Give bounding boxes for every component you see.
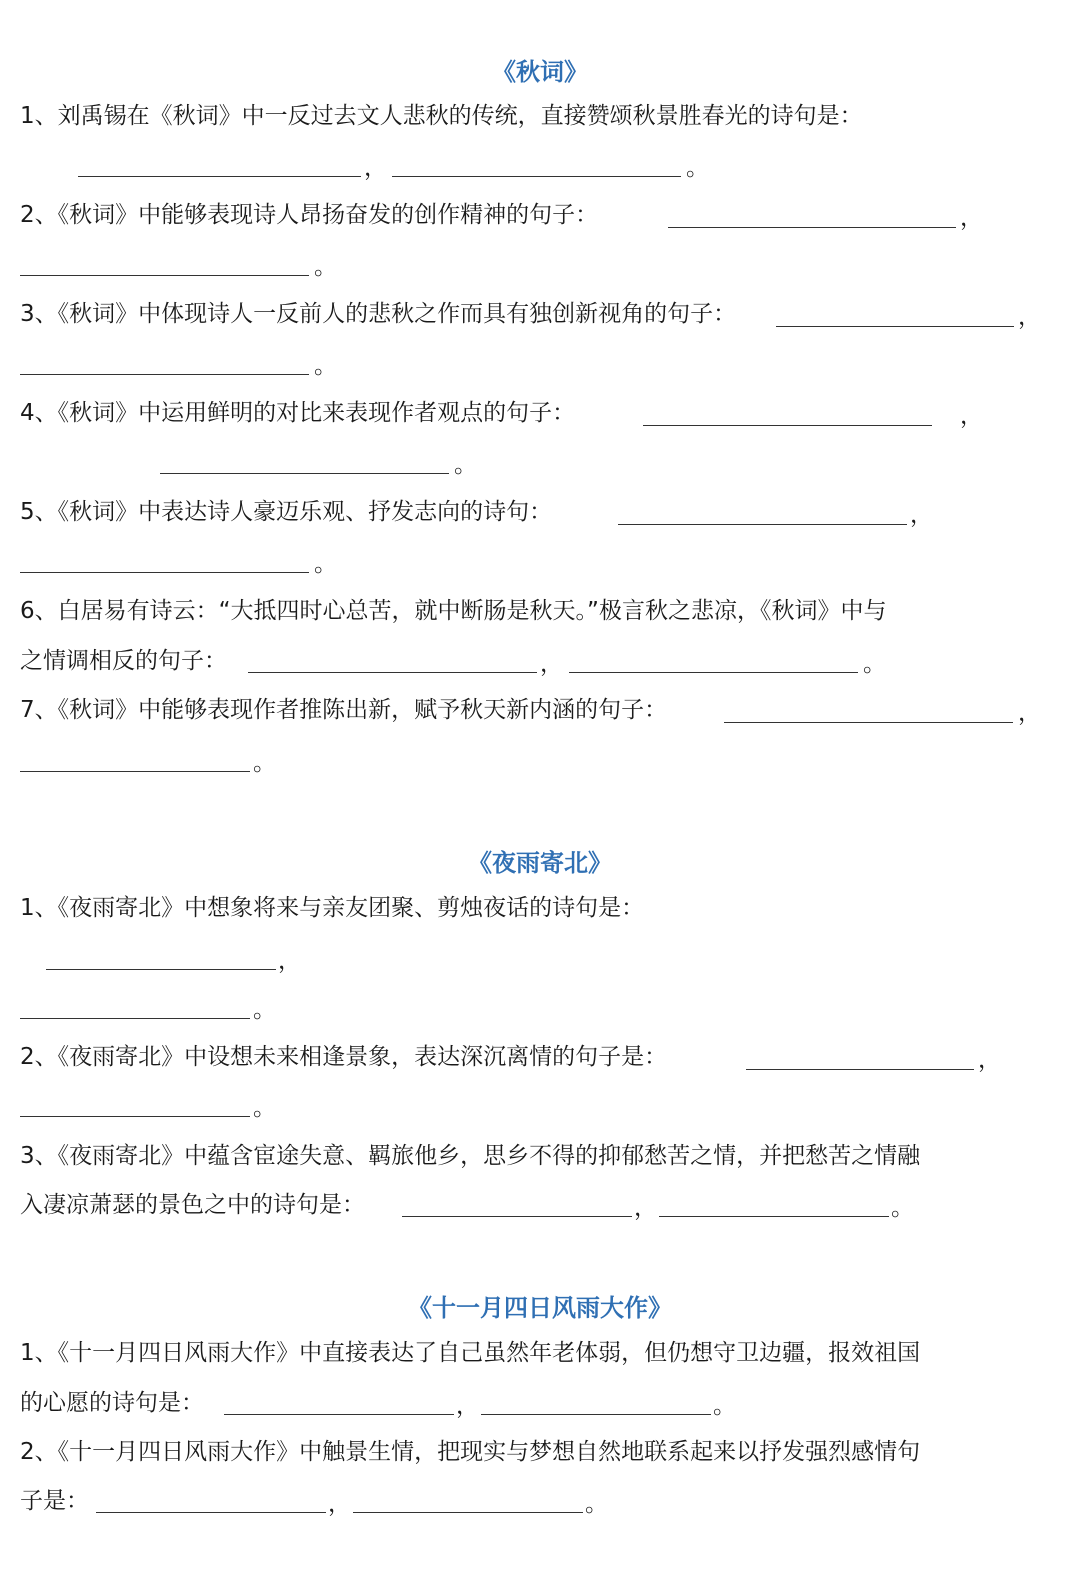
- question-text: 2、《十一月四日风雨大作》中触景生情，把现实与梦想自然地联系起来以抒发强烈感情句: [20, 1439, 921, 1465]
- section-title-yeyujibei: 《夜雨寄北》: [468, 849, 612, 877]
- answer-blank[interactable]: [746, 1069, 974, 1070]
- answer-blank[interactable]: [248, 672, 537, 673]
- answer-blank[interactable]: [353, 1512, 583, 1513]
- answer-blank[interactable]: [224, 1414, 454, 1415]
- answer-blank[interactable]: [569, 672, 858, 673]
- question-text: 入凄凉萧瑟的景色之中的诗句是：: [20, 1192, 365, 1218]
- period: 。: [585, 1491, 608, 1517]
- period: 。: [253, 997, 276, 1023]
- period: 。: [314, 353, 337, 379]
- comma: ，: [1018, 304, 1041, 330]
- question-text: 3、《秋词》中体现诗人一反前人的悲秋之作而具有独创新视角的句子：: [20, 301, 737, 327]
- answer-blank[interactable]: [659, 1216, 889, 1217]
- comma: ，: [456, 1393, 479, 1419]
- answer-blank[interactable]: [20, 771, 250, 772]
- question-text: 之情调相反的句子：: [20, 648, 227, 674]
- comma: ，: [364, 155, 387, 181]
- comma: ，: [278, 948, 301, 974]
- comma: ，: [910, 502, 933, 528]
- period: 。: [713, 1393, 736, 1419]
- answer-blank[interactable]: [668, 227, 956, 228]
- question-text: 2、《夜雨寄北》中设想未来相逢景象，表达深沉离情的句子是：: [20, 1044, 668, 1070]
- answer-blank[interactable]: [724, 722, 1013, 723]
- section-title-qiuci: 《秋词》: [492, 58, 588, 86]
- answer-blank[interactable]: [20, 572, 309, 573]
- answer-blank[interactable]: [481, 1414, 711, 1415]
- comma: ，: [540, 651, 563, 677]
- section-title-shiyiyue: 《十一月四日风雨大作》: [408, 1294, 672, 1322]
- answer-blank[interactable]: [96, 1512, 326, 1513]
- period: 。: [686, 155, 709, 181]
- period: 。: [314, 551, 337, 577]
- question-text: 子是：: [20, 1488, 89, 1514]
- comma: ，: [634, 1195, 657, 1221]
- comma: ，: [960, 403, 983, 429]
- period: 。: [253, 1095, 276, 1121]
- answer-blank[interactable]: [402, 1216, 632, 1217]
- answer-blank[interactable]: [643, 425, 932, 426]
- question-text: 1、《十一月四日风雨大作》中直接表达了自己虽然年老体弱，但仍想守卫边疆，报效祖国: [20, 1340, 921, 1366]
- answer-blank[interactable]: [20, 1018, 250, 1019]
- answer-blank[interactable]: [776, 326, 1014, 327]
- question-text: 4、《秋词》中运用鲜明的对比来表现作者观点的句子：: [20, 400, 576, 426]
- question-text: 2、《秋词》中能够表现诗人昂扬奋发的创作精神的句子：: [20, 202, 599, 228]
- period: 。: [891, 1195, 914, 1221]
- comma: ，: [960, 205, 983, 231]
- answer-blank[interactable]: [20, 374, 309, 375]
- question-text: 1、《夜雨寄北》中想象将来与亲友团聚、剪烛夜话的诗句是：: [20, 895, 645, 921]
- comma: ，: [1018, 700, 1041, 726]
- answer-blank[interactable]: [392, 176, 681, 177]
- question-text: 的心愿的诗句是：: [20, 1390, 204, 1416]
- period: 。: [253, 750, 276, 776]
- answer-blank[interactable]: [78, 176, 361, 177]
- answer-blank[interactable]: [160, 473, 449, 474]
- answer-blank[interactable]: [618, 524, 907, 525]
- question-text: 3、《夜雨寄北》中蕴含宦途失意、羁旅他乡，思乡不得的抑郁愁苦之情，并把愁苦之情融: [20, 1143, 921, 1169]
- question-text: 7、《秋词》中能够表现作者推陈出新，赋予秋天新内涵的句子：: [20, 697, 668, 723]
- question-text: 6、白居易有诗云：“大抵四时心总苦，就中断肠是秋天。”极言秋之悲凉，《秋词》中与: [20, 598, 887, 624]
- answer-blank[interactable]: [20, 275, 309, 276]
- period: 。: [454, 452, 477, 478]
- question-text: 1、刘禹锡在《秋词》中一反过去文人悲秋的传统，直接赞颂秋景胜春光的诗句是：: [20, 103, 863, 129]
- answer-blank[interactable]: [20, 1116, 250, 1117]
- period: 。: [314, 254, 337, 280]
- comma: ，: [978, 1047, 1001, 1073]
- answer-blank[interactable]: [46, 969, 276, 970]
- comma: ，: [328, 1491, 351, 1517]
- question-text: 5、《秋词》中表达诗人豪迈乐观、抒发志向的诗句：: [20, 499, 553, 525]
- period: 。: [863, 651, 886, 677]
